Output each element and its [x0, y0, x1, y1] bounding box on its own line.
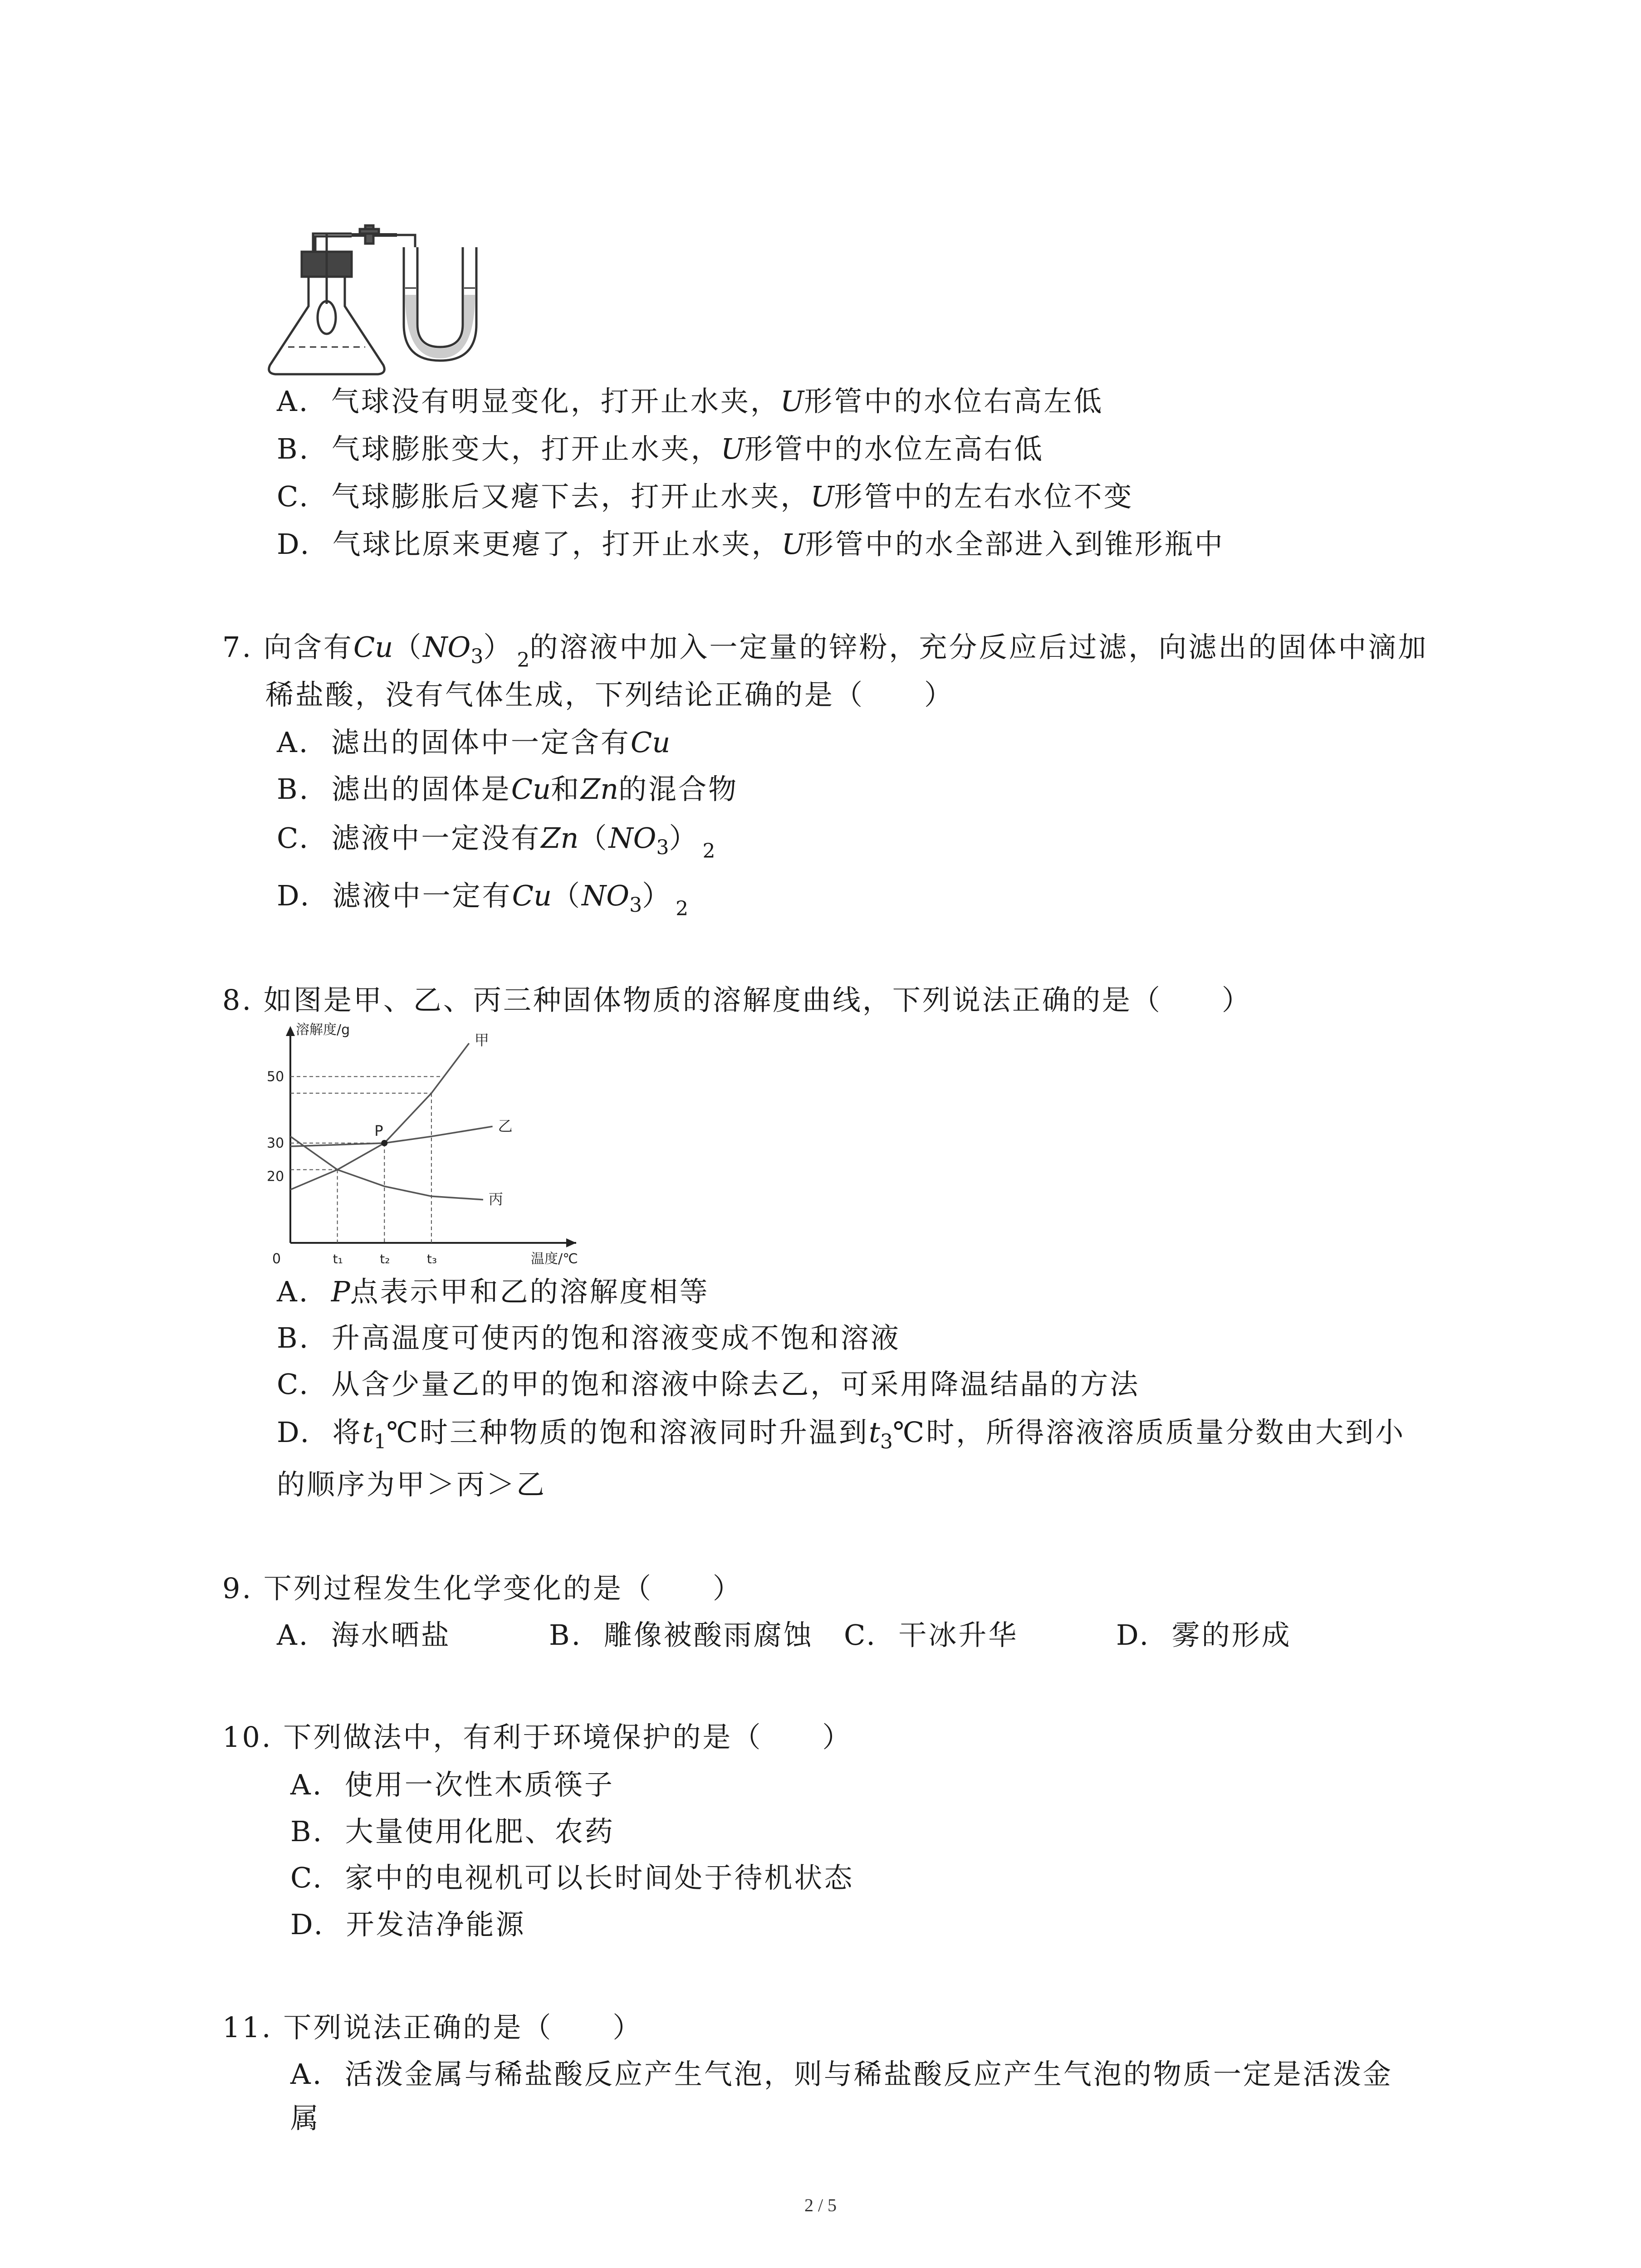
option-var: t [362, 1416, 374, 1449]
option-var: U [810, 480, 834, 513]
option-prefix: C. [277, 480, 310, 513]
option-text: 形管中的水位右高左低 [804, 385, 1104, 418]
q9-stem [222, 1570, 743, 1607]
option-var: Cu [511, 772, 551, 806]
option-text: 气球膨胀变大，打开止水夹， [331, 432, 721, 465]
x-tick-label: t₃ [426, 1251, 437, 1266]
option-prefix: A. [277, 1618, 310, 1652]
q7-option-a[interactable] [277, 724, 670, 761]
series-label: 乙 [498, 1117, 513, 1135]
option-text: 属 [290, 2102, 321, 2135]
option-prefix: B. [277, 1321, 310, 1354]
option-text: 滤出的固体中一定含有 [331, 726, 631, 759]
option-prefix: D. [277, 1416, 311, 1449]
x-axis-label: 温度/℃ [531, 1251, 578, 1266]
option-text: 家中的电视机可以长时间处于待机状态 [345, 1861, 854, 1894]
option-text: 干冰升华 [898, 1618, 1019, 1652]
y-axis-label: 溶解度/g [296, 1022, 350, 1038]
question-number: 8. [222, 983, 253, 1017]
formula-subscript: 3 [470, 645, 484, 668]
q11-option-a[interactable] [290, 2056, 1393, 2092]
formula-subscript: 3 [656, 836, 669, 859]
y-axis-arrow [286, 1026, 295, 1036]
x-tick-label: t₁ [333, 1251, 343, 1266]
subscript: 3 [880, 1430, 893, 1453]
option-text: 气球比原来更瘪了，打开止水夹， [332, 528, 782, 561]
option-prefix: D. [1116, 1618, 1151, 1652]
option-prefix: C. [844, 1618, 877, 1652]
q7-stem-line2 [265, 677, 954, 713]
formula-no: NO [423, 631, 471, 664]
option-text: 形管中的水全部进入到锥形瓶中 [805, 528, 1225, 561]
q10-option-d[interactable] [290, 1906, 526, 1943]
point-p-label: P [374, 1122, 383, 1139]
option-text: 形管中的左右水位不变 [834, 480, 1134, 513]
q6-option-c[interactable] [277, 479, 1134, 515]
point-p [381, 1140, 387, 1146]
option-var: U [781, 528, 805, 561]
stem-text: 的溶液中加入一定量的锌粉，充分反应后过滤，向滤出的固体中滴加 [529, 631, 1428, 664]
formula-subscript: 2 [517, 649, 530, 672]
q6-option-a[interactable] [277, 383, 1103, 420]
subscript: 1 [373, 1430, 387, 1453]
option-text: 气球膨胀后又瘪下去，打开止水夹， [331, 480, 811, 513]
q9-option-a[interactable] [277, 1617, 451, 1653]
q7-option-d[interactable] [277, 878, 688, 927]
apparatus-figure [261, 215, 497, 383]
q9-option-d[interactable] [1116, 1617, 1292, 1653]
q8-stem [222, 982, 1252, 1018]
option-prefix: B. [290, 1815, 324, 1848]
question-number: 10. [222, 1721, 273, 1754]
formula-paren: （ [393, 631, 423, 664]
q9-option-c[interactable] [844, 1617, 1018, 1653]
option-var: U [720, 432, 745, 465]
option-text: 使用一次性木质筷子 [344, 1768, 614, 1801]
option-text: 大量使用化肥、农药 [345, 1815, 615, 1848]
formula-no: NO [582, 879, 630, 912]
option-prefix: B. [277, 772, 310, 806]
option-prefix: C. [277, 1368, 310, 1401]
stem-text: 下列做法中，有利于环境保护的是（ ） [283, 1721, 852, 1754]
option-text: 点表示甲和乙的溶解度相等 [350, 1275, 710, 1308]
formula-subscript: 2 [702, 840, 715, 863]
option-text: 滤液中一定有 [332, 879, 512, 912]
option-var: t [868, 1416, 880, 1449]
option-text: 滤出的固体是 [331, 772, 511, 806]
formula-cu: Cu [353, 631, 393, 664]
option-text: 将 [332, 1416, 362, 1449]
q11-option-a-line2 [290, 2100, 320, 2136]
q10-option-c[interactable] [290, 1860, 854, 1896]
series-label: 丙 [488, 1190, 503, 1208]
q9-option-b[interactable] [549, 1617, 813, 1653]
formula-no: NO [608, 821, 656, 855]
option-text: 滤液中一定没有 [331, 821, 541, 855]
option-text: ℃时，所得溶液溶质质量分数由大到小 [892, 1416, 1406, 1449]
q7-stem-line1 [222, 629, 1428, 679]
page-number: 2 / 5 [804, 2195, 837, 2215]
option-text: 从含少量乙的甲的饱和溶液中除去乙，可采用降温结晶的方法 [331, 1368, 1140, 1401]
option-var: U [780, 385, 804, 418]
option-prefix: A. [277, 385, 310, 418]
q7-option-b[interactable] [277, 771, 738, 807]
q8-option-c[interactable] [277, 1366, 1140, 1403]
q8-option-b[interactable] [277, 1320, 901, 1356]
option-var: P [331, 1275, 350, 1308]
q6-option-d[interactable] [277, 526, 1225, 562]
option-var: Cu [512, 879, 552, 912]
origin-label: 0 [272, 1251, 281, 1266]
option-var: Zn [541, 821, 579, 855]
option-var: Zn [581, 772, 619, 806]
option-prefix: A. [277, 1275, 310, 1308]
y-tick-label: 30 [267, 1135, 284, 1151]
formula-paren: （ [552, 879, 582, 912]
option-var: Cu [630, 726, 671, 759]
option-prefix: C. [290, 1861, 323, 1894]
option-prefix: C. [277, 821, 310, 855]
y-tick-label: 20 [267, 1168, 284, 1185]
option-text: ℃时三种物质的饱和溶液同时升温到 [386, 1416, 869, 1449]
option-prefix: B. [277, 432, 310, 465]
option-text: 的混合物 [618, 772, 739, 806]
option-prefix: A. [277, 726, 310, 759]
option-prefix: A. [290, 2058, 323, 2091]
x-axis-arrow [566, 1238, 576, 1247]
formula-paren: ） [483, 631, 514, 664]
formula-paren: ） [669, 821, 699, 855]
question-number: 7. [222, 631, 253, 664]
option-prefix: D. [277, 528, 311, 561]
series-line-0 [290, 1043, 469, 1190]
stem-text: 下列过程发生化学变化的是（ ） [263, 1572, 743, 1605]
option-text: 海水晒盐 [331, 1618, 451, 1652]
y-tick-label: 50 [267, 1069, 284, 1085]
q8-option-d[interactable] [277, 1414, 1405, 1460]
option-text: 雾的形成 [1171, 1618, 1292, 1652]
question-number: 11. [222, 2011, 273, 2044]
series-label: 甲 [474, 1031, 489, 1049]
q6-option-b[interactable] [277, 431, 1044, 467]
stem-text: 如图是甲、乙、丙三种固体物质的溶解度曲线，下列说法正确的是（ ） [263, 983, 1252, 1017]
question-number: 9. [222, 1572, 253, 1605]
q7-option-c[interactable] [277, 820, 715, 870]
option-prefix: A. [290, 1768, 323, 1801]
option-text: 形管中的水位左高右低 [744, 432, 1044, 465]
option-prefix: D. [290, 1908, 325, 1941]
option-text: 和 [551, 772, 581, 806]
q11-stem [222, 2009, 642, 2046]
option-text: 气球没有明显变化，打开止水夹， [331, 385, 780, 418]
formula-subscript: 2 [676, 897, 689, 920]
stem-text: 稀盐酸，没有气体生成，下列结论正确的是（ ） [265, 678, 955, 711]
q10-option-a[interactable] [290, 1767, 614, 1803]
q8-option-a[interactable] [277, 1274, 710, 1310]
option-prefix: D. [277, 879, 311, 912]
option-text: 的顺序为甲＞丙＞乙 [277, 1468, 547, 1501]
stem-text: 向含有 [263, 631, 353, 664]
stem-text: 下列说法正确的是（ ） [283, 2011, 643, 2044]
x-tick-label: t₂ [380, 1251, 390, 1266]
option-text: 活泼金属与稀盐酸反应产生气泡，则与稀盐酸反应产生气泡的物质一定是活泼金 [344, 2058, 1393, 2091]
q10-stem [222, 1719, 852, 1755]
option-text: 开发洁净能源 [346, 1908, 526, 1941]
formula-paren: ） [642, 879, 672, 912]
option-text: 雕像被酸雨腐蚀 [603, 1618, 813, 1652]
formula-subscript: 3 [629, 894, 642, 917]
option-prefix: B. [549, 1618, 583, 1652]
option-text: 升高温度可使丙的饱和溶液变成不饱和溶液 [331, 1321, 901, 1354]
q10-option-b[interactable] [290, 1813, 615, 1850]
q8-option-d-line2 [277, 1466, 546, 1503]
formula-paren: （ [578, 821, 609, 855]
solubility-chart [263, 1021, 608, 1266]
